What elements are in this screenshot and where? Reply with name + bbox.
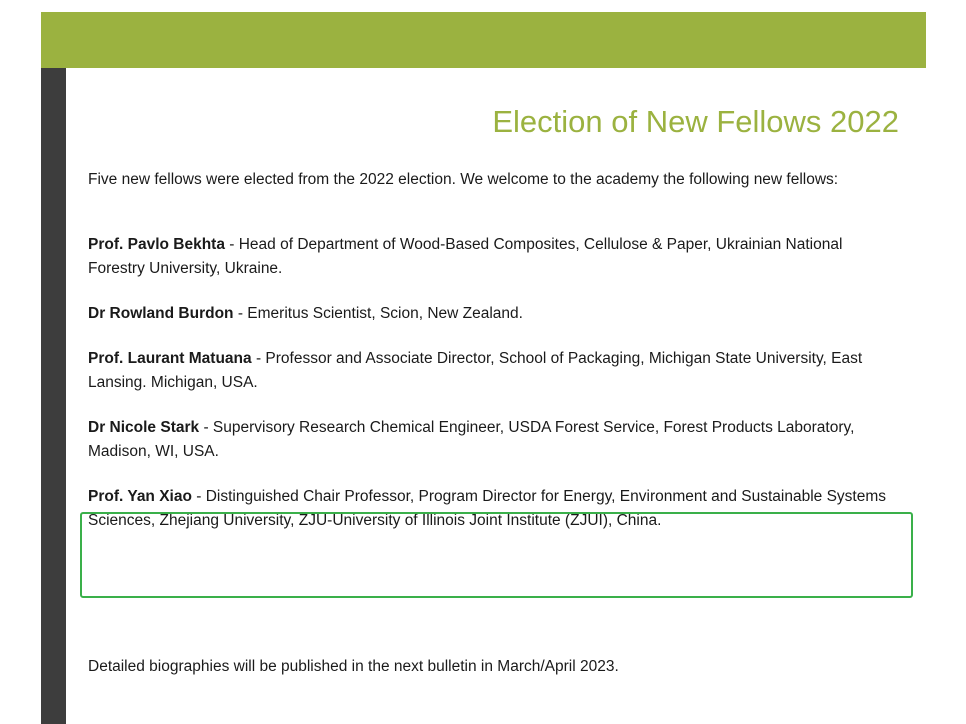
fellow-description: - Distinguished Chair Professor, Program Director for Energy, Environment and Sustainable Systems Sciences, Zhejiang University, ZJU-University of Illinois Joint Institute (ZJUI), China.: [88, 488, 887, 529]
fellow-name: Dr Rowland Burdon: [88, 305, 234, 322]
fellow-name: Prof. Laurant Matuana: [88, 350, 252, 367]
fellow-description: - Head of Department of Wood-Based Composites, Cellulose & Paper, Ukrainian National Forestry University, Ukraine.: [88, 236, 843, 277]
fellow-entry: [88, 233, 888, 281]
page-title: Election of New Fellows 2022: [492, 104, 899, 139]
closing-paragraph: Detailed biographies will be published in the next bulletin in March/April 2023.: [88, 658, 619, 675]
main-content: [88, 164, 888, 554]
left-sidebar-bar: [41, 68, 66, 724]
fellow-entry: [88, 302, 888, 326]
fellow-description: - Professor and Associate Director, School of Packaging, Michigan State University, East Lansing. Michigan, USA.: [88, 350, 863, 391]
highlight-box: [80, 512, 913, 598]
fellow-name: Prof. Pavlo Bekhta: [88, 236, 225, 253]
header-band: [41, 12, 926, 68]
fellow-entry: [88, 347, 888, 395]
intro-paragraph: Five new fellows were elected from the 2022 election. We welcome to the academy the following new fellows:: [88, 171, 839, 188]
fellow-description: - Emeritus Scientist, Scion, New Zealand.: [233, 305, 523, 322]
fellow-description: - Supervisory Research Chemical Engineer, USDA Forest Service, Forest Products Laboratory, Madison, WI, USA.: [88, 419, 855, 460]
fellow-list: [88, 233, 888, 533]
fellow-name: Dr Nicole Stark: [88, 419, 200, 436]
fellow-entry: [88, 416, 888, 464]
fellow-name: Prof. Yan Xiao: [88, 488, 192, 505]
